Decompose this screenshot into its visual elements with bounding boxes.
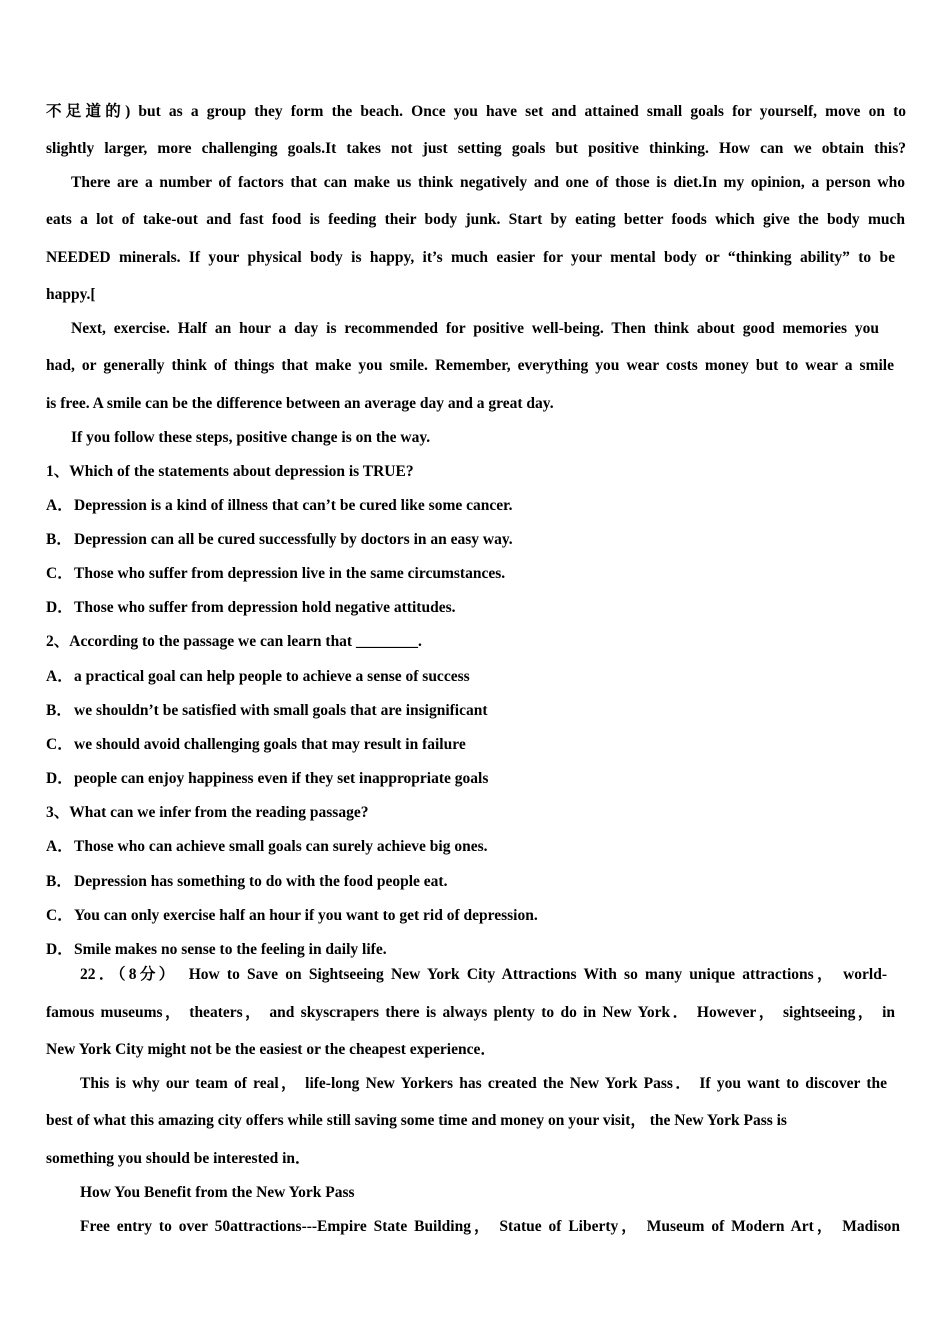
passage-line: Next, exercise. Half an hour a day is recommended for positive well-being. Then think about good memories you [71, 320, 879, 337]
option-text: a practical goal can help people to achieve a sense of success [74, 668, 470, 685]
option-text: You can only exercise half an hour if you want to get rid of depression. [74, 907, 538, 924]
section22-line: Free entry to over 50attractions---Empire State Building， Statue of Liberty， Museum of Modern Art， Madison [80, 1218, 900, 1235]
option-letter: B． [46, 702, 72, 719]
option-text: Smile makes no sense to the feeling in daily life. [74, 941, 387, 958]
question-stem: 3、What can we infer from the reading passage? [46, 804, 369, 821]
option-text: Depression has something to do with the food people eat. [74, 873, 448, 890]
passage-line: slightly larger, more challenging goals.It takes not just setting goals but positive thinking. How can we obtain this? [46, 140, 906, 157]
option-text: we should avoid challenging goals that may result in failure [74, 736, 466, 753]
option-letter: C． [46, 907, 73, 924]
option-letter: A． [46, 838, 73, 855]
passage-line: happy.[ [46, 286, 96, 303]
question-option [46, 735, 466, 755]
option-letter: D． [46, 941, 73, 958]
option-text: Depression is a kind of illness that can’t be cured like some cancer. [74, 497, 513, 514]
question-option [46, 769, 488, 789]
option-letter: C． [46, 736, 73, 753]
section22-line: New York City might not be the easiest or the cheapest experience． [46, 1041, 496, 1058]
question-option [46, 530, 513, 550]
section22-line: something you should be interested in． [46, 1150, 311, 1167]
option-text: we shouldn’t be satisfied with small goals that are insignificant [74, 702, 488, 719]
section22-heading: How You Benefit from the New York Pass [80, 1184, 355, 1201]
question-option [46, 837, 487, 857]
passage-line: had, or generally think of things that make you smile. Remember, everything you wear costs money but to wear a smile [46, 357, 894, 374]
question-option [46, 872, 447, 892]
question-option [46, 940, 387, 960]
option-letter: C． [46, 565, 73, 582]
passage-line: There are a number of factors that can make us think negatively and one of those is diet.In my opinion, a person who [71, 174, 905, 191]
passage-line: 不足道的) but as a group they form the beach. Once you have set and attained small goals for yourself, move on to [46, 103, 906, 120]
question-option [46, 667, 470, 687]
option-letter: D． [46, 599, 73, 616]
question-option [46, 564, 505, 584]
option-letter: D． [46, 770, 73, 787]
question-stem: 1、Which of the statements about depression is TRUE? [46, 463, 414, 480]
option-text: Those who can achieve small goals can surely achieve big ones. [74, 838, 488, 855]
passage-line: NEEDED minerals. If your physical body is happy, it’s much easier for your mental body or “thinking ability” to be [46, 249, 895, 266]
question-option [46, 906, 538, 926]
option-text: Those who suffer from depression hold negative attitudes. [74, 599, 456, 616]
question-option [46, 701, 488, 721]
option-text: Those who suffer from depression live in the same circumstances. [74, 565, 506, 582]
question-option [46, 598, 456, 618]
section22-line: best of what this amazing city offers while still saving some time and money on your visit， the New York Pass is [46, 1112, 787, 1129]
question-stem: 2、According to the passage we can learn that ________. [46, 633, 422, 650]
passage-line: is free. A smile can be the difference between an average day and a great day. [46, 395, 554, 412]
question-option [46, 496, 512, 516]
option-text: people can enjoy happiness even if they set inappropriate goals [74, 770, 489, 787]
passage-line: If you follow these steps, positive change is on the way. [71, 429, 431, 446]
option-letter: A． [46, 668, 73, 685]
option-letter: B． [46, 531, 72, 548]
section22-line: famous museums， theaters， and skyscrapers there is always plenty to do in New York． However， sightseeing， in [46, 1004, 895, 1021]
option-letter: A． [46, 497, 73, 514]
section22-line: 22．（8分） How to Save on Sightseeing New York City Attractions With so many unique attractions， world- [80, 966, 887, 983]
section22-line: This is why our team of real， life-long New Yorkers has created the New York Pass． If you want to discover the [80, 1075, 887, 1092]
passage-line: eats a lot of take-out and fast food is feeding their body junk. Start by eating better foods which give the body much [46, 211, 905, 228]
option-text: Depression can all be cured successfully by doctors in an easy way. [74, 531, 513, 548]
option-letter: B． [46, 873, 72, 890]
